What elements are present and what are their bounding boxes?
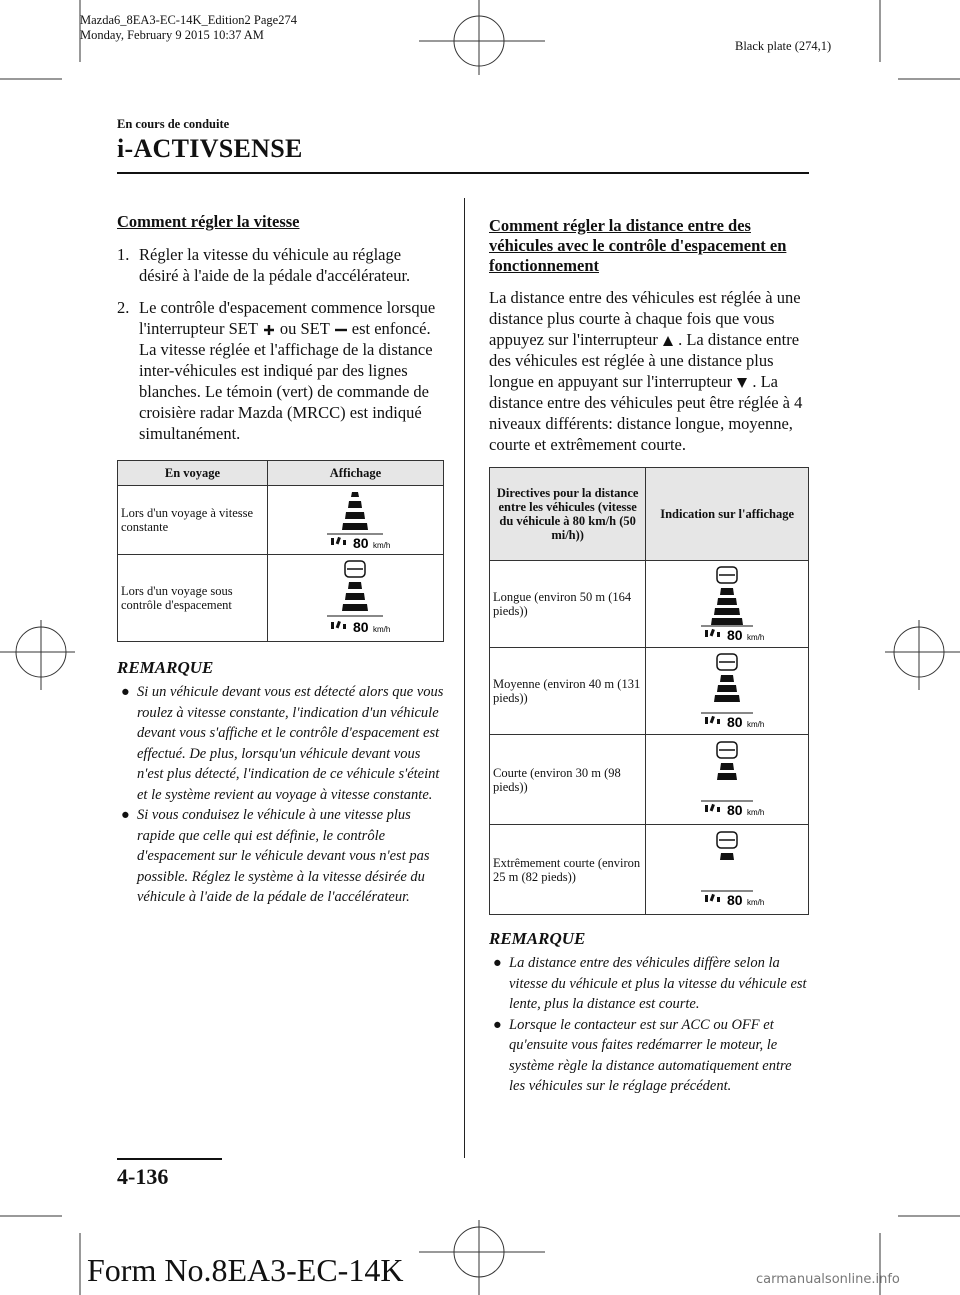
distance-bar <box>720 763 734 770</box>
right-note-title: REMARQUE <box>489 929 586 948</box>
radar-icon <box>705 804 720 812</box>
row-label: Courte (environ 30 m (98 pieds)) <box>490 735 646 825</box>
file-info-line: Mazda6_8EA3-EC-14K_Edition2 Page274 <box>80 13 297 27</box>
distance-bar <box>720 675 734 682</box>
table-header-travel: En voyage <box>118 461 268 486</box>
step-1 <box>117 244 444 286</box>
table-row <box>490 735 809 825</box>
table-row <box>490 825 809 915</box>
speed-unit: km/h <box>747 898 765 907</box>
vehicle-ahead-icon <box>345 561 365 577</box>
vehicle-ahead-icon <box>717 567 737 583</box>
watermark: carmanualsonline.info <box>756 1272 900 1287</box>
left-note-list <box>117 682 444 908</box>
row-label: Lors d'un voyage à vitesse constante <box>118 486 268 555</box>
gap-control-display-icon <box>295 558 415 636</box>
table-header-display: Affichage <box>267 461 443 486</box>
row-label: Lors d'un voyage sous contrôle d'espacement <box>118 555 268 642</box>
speed-unit: km/h <box>747 632 765 642</box>
note-item: ● Si un véhicule devant vous est détecté alors que vous roulez à vitesse constante, l'indication d'un véhicule devant vous s'affiche et le contrôle d'espacement est effectué. De plus, lorsqu'un véhicule devant vous n'est plus détecté, l'indication de ce véhicule s'éteint et le système revient au voyage à vitesse constante. <box>121 684 444 803</box>
display-cell <box>646 648 809 735</box>
distance-bar <box>714 695 740 702</box>
step-2-text-a: Le contrôle d'espacement commence lorsque l'interrupteur SET <box>139 298 436 338</box>
note-item: ● Si vous conduisez le véhicule à une vitesse plus rapide que celle qui est définie, le contrôle d'espacement sur le véhicule devant vous n'est pas possible. Réglez le système à la vitesse désirée du véhicule à l'aide de la pédale de l'accélérateur. <box>121 807 430 905</box>
distance-display-icon <box>667 739 787 817</box>
distance-display-icon <box>667 564 787 642</box>
footer-rule <box>117 1158 222 1160</box>
display-cell <box>646 561 809 648</box>
distance-bar <box>720 588 734 595</box>
section-title: i-ACTIVSENSE <box>117 134 303 163</box>
table-row <box>118 486 444 555</box>
speed-unit: km/h <box>747 719 765 729</box>
step-1-number: 1. <box>117 245 130 264</box>
row-label: Extrêmement courte (environ 25 m (82 pieds)) <box>490 825 646 915</box>
paragraph-text-a: La distance entre des véhicules est réglée à une distance plus courte à chaque fois que vous appuyez sur l'interrupteur <box>489 288 801 349</box>
radar-icon <box>705 894 720 902</box>
display-cell <box>267 486 443 555</box>
right-note-list <box>489 953 809 1097</box>
distance-display-icon <box>667 651 787 729</box>
speed-unit: km/h <box>373 540 391 550</box>
table-row <box>118 555 444 642</box>
distance-bar <box>711 618 743 625</box>
row-label: Moyenne (environ 40 m (131 pieds)) <box>490 648 646 735</box>
triangle-up-icon <box>662 335 674 347</box>
speed-value: 80 <box>353 618 370 635</box>
distance-bar <box>720 853 734 860</box>
section-label: En cours de conduite <box>117 117 230 131</box>
table-header-guideline: Directives pour la distance entre les véhicules (vitesse du véhicule à 80 km/h (50 mi/h)) <box>490 468 646 561</box>
form-number: Form No.8EA3-EC-14K <box>87 1252 404 1288</box>
note-item: ● Lorsque le contacteur est sur ACC ou OFF et qu'ensuite vous faites redémarrer le moteur, le système règle la distance automatiquement entre les véhicules sur le réglage précédent. <box>493 1016 792 1094</box>
table-header-indication: Indication sur l'affichage <box>646 468 809 561</box>
paragraph-text-c: . La distance entre des véhicules peut être réglée à 4 niveaux différents: distance longue, moyenne, courte et extrêmement courte. <box>489 372 803 454</box>
distance-bar <box>717 773 737 780</box>
distance-bar <box>714 608 740 615</box>
step-2-text-c: est enfoncé. La vitesse réglée et l'affichage de la distance inter-véhicules est indiqué par des lignes blanches. Le témoin (vert) de commande de croisière radar Mazda (MRCC) est indiqué simultanément. <box>139 319 433 443</box>
step-1-text: Régler la vitesse du véhicule au réglage désiré à l'aide de la pédale d'accélérateur. <box>139 245 411 285</box>
radar-icon <box>705 628 720 636</box>
left-column <box>117 212 444 908</box>
vehicle-ahead-icon <box>717 742 737 758</box>
minus-icon <box>334 324 348 336</box>
display-cell <box>646 735 809 825</box>
step-2-number: 2. <box>117 298 130 317</box>
left-note-title: REMARQUE <box>117 658 214 677</box>
constant-speed-display-icon <box>295 488 415 550</box>
page-number: 4-136 <box>117 1164 169 1189</box>
row-label: Longue (environ 50 m (164 pieds)) <box>490 561 646 648</box>
distance-bar <box>717 598 737 605</box>
distance-paragraph <box>489 287 809 455</box>
header-rule <box>117 172 809 174</box>
speed-unit: km/h <box>373 624 391 634</box>
radar-icon <box>331 620 346 628</box>
display-cell <box>646 825 809 915</box>
radar-icon <box>331 536 346 544</box>
vehicle-ahead-icon <box>717 654 737 670</box>
step-2-text-b: ou SET <box>279 319 330 338</box>
right-column <box>489 216 809 1097</box>
speed-value: 80 <box>727 626 743 642</box>
speed-heading: Comment régler la vitesse <box>117 212 300 231</box>
triangle-down-icon <box>736 377 748 389</box>
plus-icon <box>262 324 276 336</box>
cruise-display-table <box>117 460 444 642</box>
paragraph-text-b: . La distance entre des véhicules est réglée à une distance plus longue en appuyant sur l'interrupteur <box>489 330 800 391</box>
table-row <box>490 561 809 648</box>
speed-value: 80 <box>727 892 743 907</box>
plate-label: Black plate (274,1) <box>735 39 832 53</box>
step-2 <box>117 297 444 444</box>
display-cell <box>267 555 443 642</box>
speed-value: 80 <box>727 713 743 729</box>
radar-icon <box>705 715 720 723</box>
distance-table <box>489 467 809 915</box>
speed-value: 80 <box>727 802 743 817</box>
distance-display-icon <box>667 829 787 907</box>
speed-unit: km/h <box>747 808 765 817</box>
distance-heading: Comment régler la distance entre des véhicules avec le contrôle d'espacement en fonctionnement <box>489 216 787 275</box>
distance-bar <box>717 685 737 692</box>
column-divider <box>464 198 465 1158</box>
table-row <box>490 648 809 735</box>
speed-value: 80 <box>353 534 370 550</box>
note-item: ● La distance entre des véhicules diffère selon la vitesse du véhicule et plus la vitesse du véhicule est lente, plus la distance est courte. <box>493 955 807 1012</box>
vehicle-ahead-icon <box>717 832 737 848</box>
date-line: Monday, February 9 2015 10:37 AM <box>80 28 264 42</box>
